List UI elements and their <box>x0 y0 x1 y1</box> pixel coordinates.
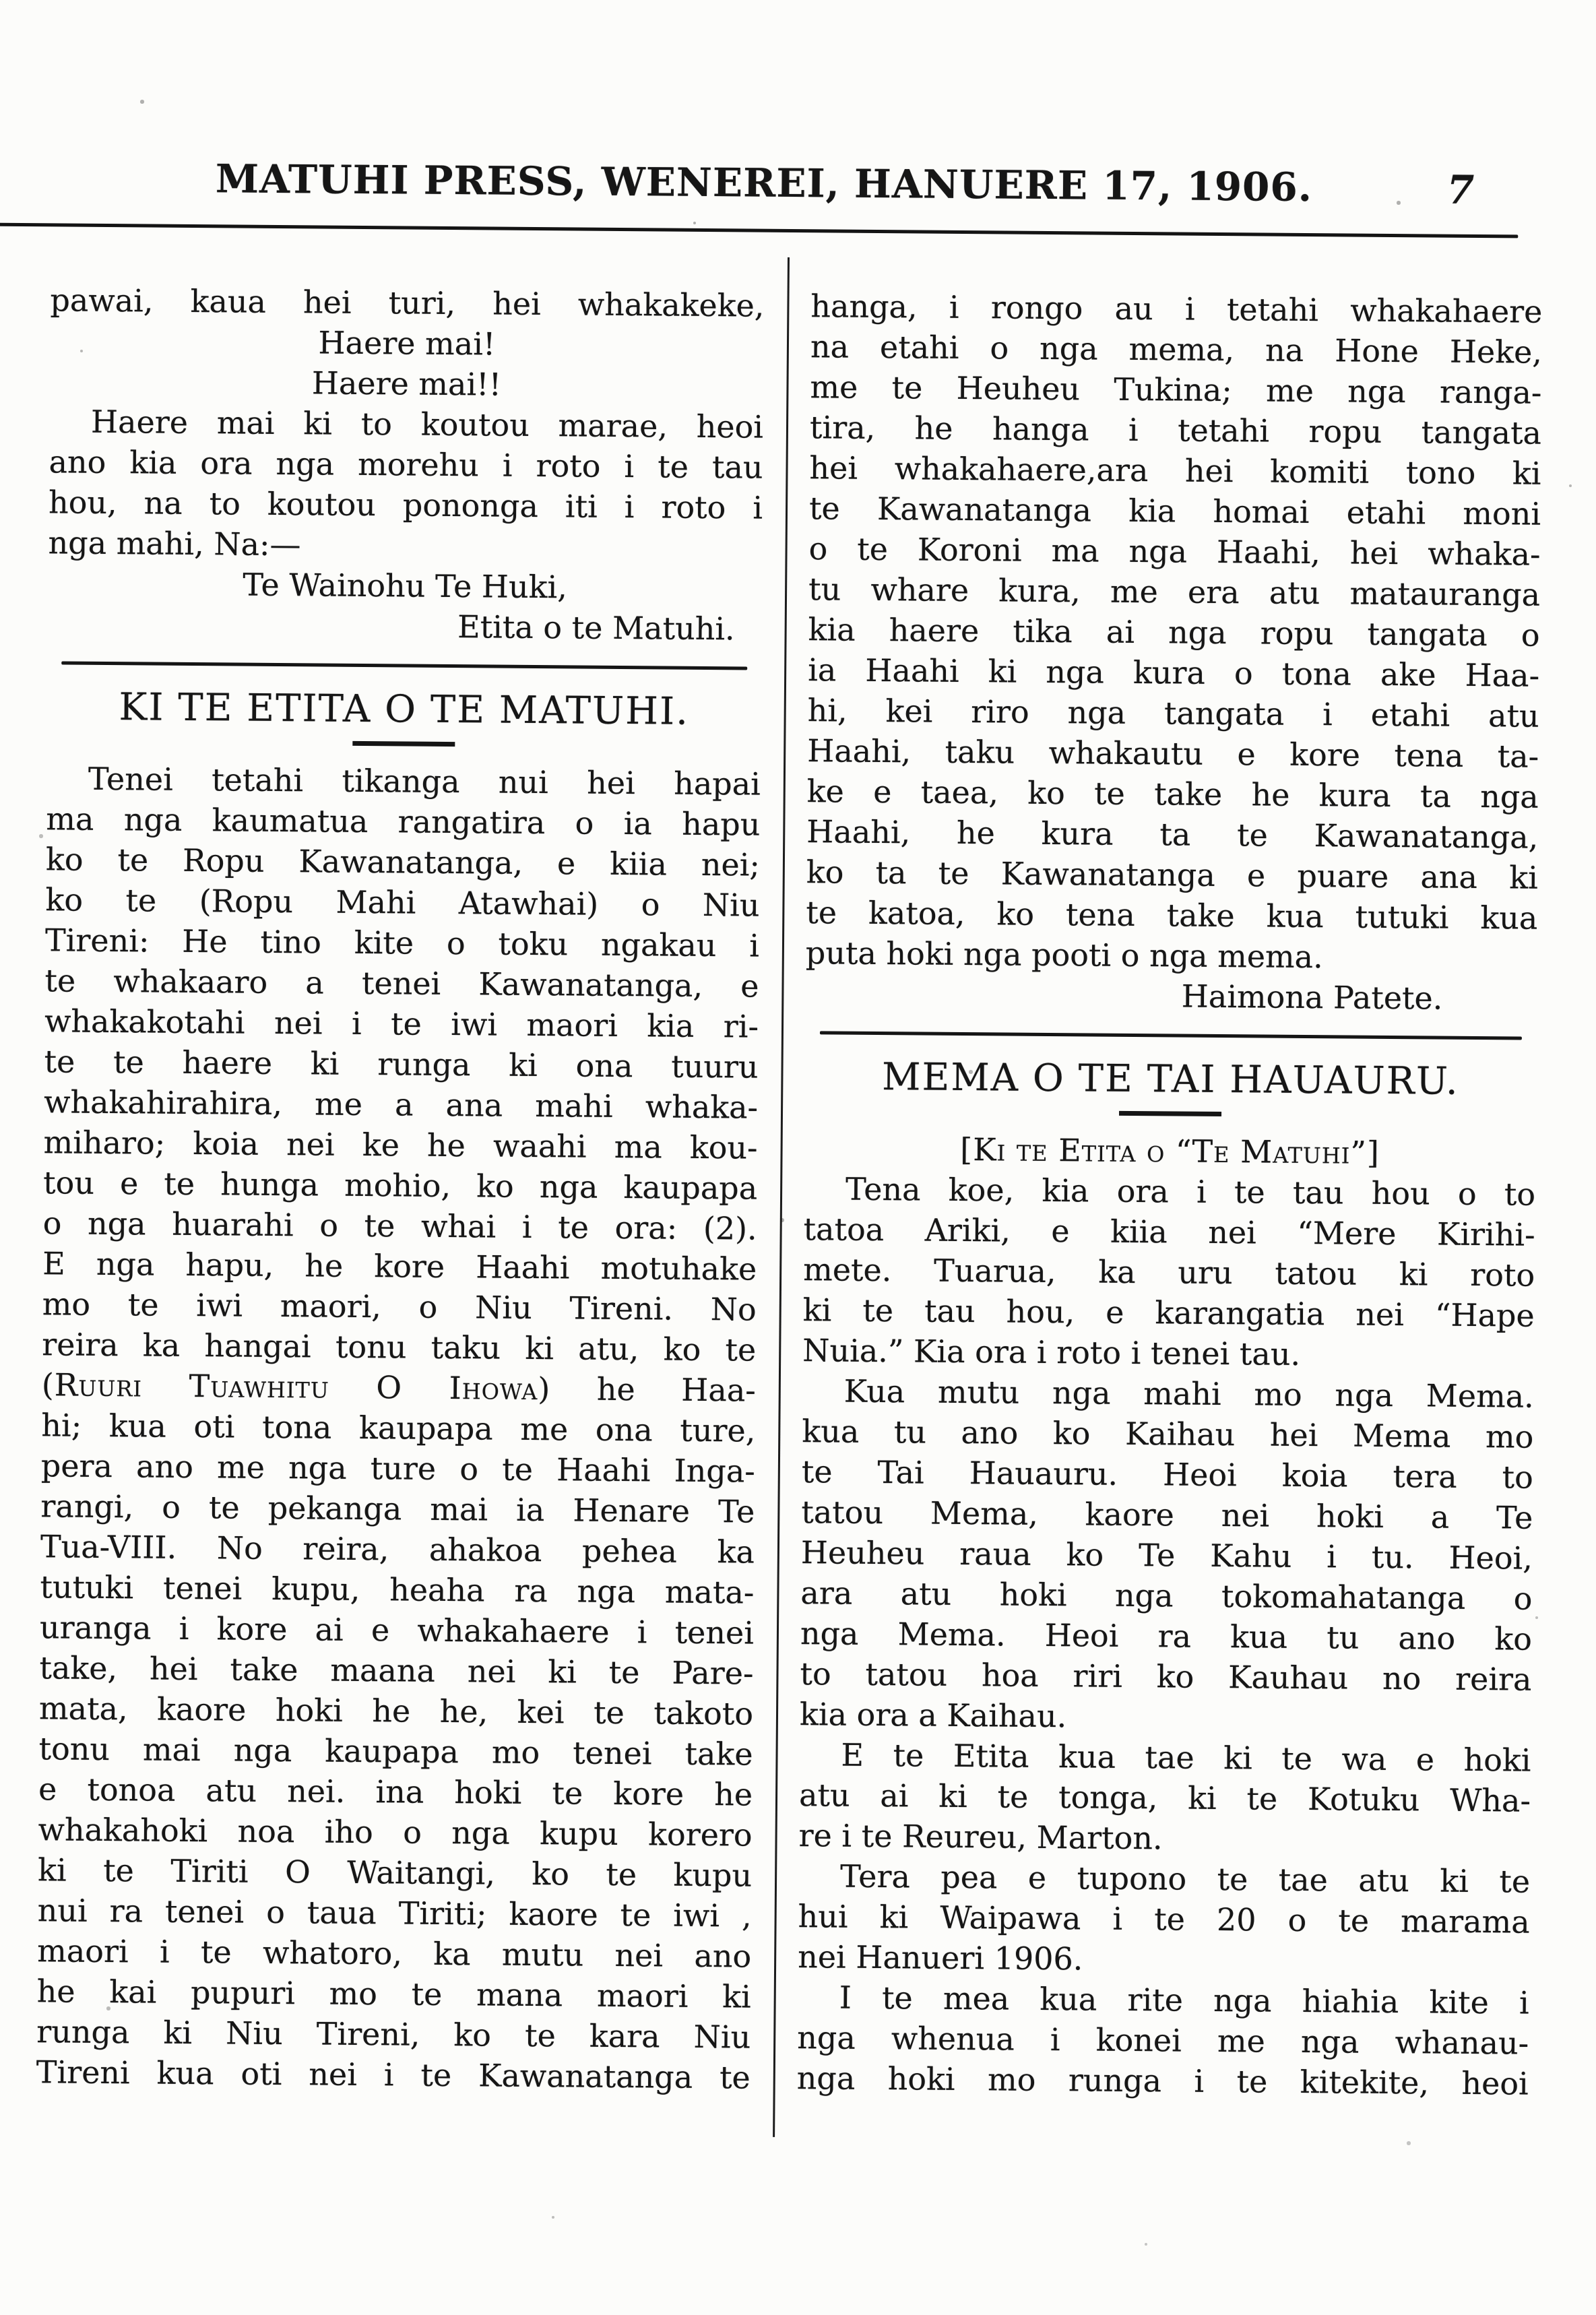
text-line <box>802 1290 1534 1336</box>
text-segment: te katoa, ko tena take kua tutuki kua <box>806 894 1538 937</box>
text-segment: Tua-VIII. No reira, ahakoa pehea ka <box>40 1528 755 1571</box>
text-line <box>804 1128 1535 1174</box>
text-line <box>808 569 1540 615</box>
text-segment: mete. Tuarua, ka uru tatou ki roto <box>802 1251 1535 1294</box>
text-line <box>49 401 763 447</box>
text-segment: maori i te whatoro, ka mutu nei ano <box>37 1932 752 1975</box>
text-segment: to tatou hoa riri ko Kauhau no reira <box>800 1655 1532 1698</box>
text-segment: Heuheu raua ko Te Kahu i tu. Heoi, <box>800 1534 1533 1577</box>
text-segment: Haahi, taku whakautu e kore tena ta- <box>807 732 1539 775</box>
text-line <box>798 1856 1530 1902</box>
small-caps-text: (Ruuri Tuawhitu O Ihowa) <box>41 1366 551 1407</box>
text-segment: ki te Tiriti O Waitangi, ko te kupu <box>37 1851 753 1894</box>
text-line <box>43 1122 757 1168</box>
text-segment: nga whenua i konei me nga whanau- <box>797 2019 1529 2062</box>
text-segment: ia Haahi ki nga kura o tona ake Haa- <box>807 652 1540 694</box>
text-line <box>807 771 1539 817</box>
text-line <box>808 609 1539 656</box>
section-heading: KI TE ETITA O TE MATUHI. <box>119 685 690 734</box>
text-segment: o nga huarahi o te whai i te ora: (2). <box>42 1205 757 1247</box>
text-line <box>802 1330 1534 1376</box>
text-segment: Haimona Patete. <box>1181 978 1443 1017</box>
text-line <box>800 1694 1531 1740</box>
text-segment: Haere mai!! <box>311 364 502 403</box>
text-line <box>803 1209 1535 1255</box>
text-segment: ki te tau hou, e karangatia nei “Hape <box>802 1292 1535 1334</box>
text-line <box>799 1775 1531 1821</box>
text-segment: tu whare kura, me era atu matauranga <box>808 571 1541 613</box>
text-line <box>43 1162 757 1208</box>
text-line <box>37 1890 751 1936</box>
text-segment: rangi, o te pekanga mai ia Henare Te <box>40 1488 755 1530</box>
text-line <box>49 441 763 487</box>
text-line <box>804 1168 1535 1215</box>
text-segment: ke e taea, ko te take he kura ta nga <box>806 773 1539 815</box>
text-segment: hou, na to koutou pononga iti i roto i <box>48 484 763 526</box>
text-segment: tutuki tenei kupu, heaha ra nga mata- <box>40 1568 755 1611</box>
text-segment: Tena koe, kia ora i te tau hou o to <box>845 1170 1536 1213</box>
text-line <box>39 1688 753 1734</box>
text-segment: nga Mema. Heoi ra kua tu ano ko <box>800 1615 1533 1657</box>
text-segment: tonu mai nga kaupapa mo tenei take <box>38 1730 753 1773</box>
text-segment: Tireni: He tino kite o toku ngakau i <box>44 922 760 964</box>
text-segment: Tenei tetahi tikanga nui hei hapai <box>88 760 761 802</box>
text-segment: Tera pea e tupono te tae atu ki te <box>839 1858 1531 1900</box>
text-segment: Te Wainohu Te Huki, <box>243 566 568 606</box>
text-line <box>50 280 764 325</box>
text-line <box>806 811 1538 858</box>
text-line <box>46 798 760 844</box>
text-line <box>49 482 763 528</box>
section-divider <box>352 741 455 747</box>
text-line <box>806 892 1537 939</box>
text-segment: ko te Ropu Kawanatanga, e kiia nei; <box>45 841 761 883</box>
text-segment: ma nga kaumatua rangatira o ia hapu <box>46 800 761 843</box>
text-line <box>806 932 1537 979</box>
text-segment: nui ra tenei o taua Tiriti; kaore te iwi , <box>37 1892 752 1934</box>
text-segment: hei whakahaere,ara hei komiti tono ki <box>809 449 1541 492</box>
text-segment: Tireni kua oti nei i te Kawanatanga te <box>36 2054 751 2096</box>
text-line <box>40 1607 754 1653</box>
text-line <box>809 488 1541 534</box>
text-line <box>805 973 1537 1019</box>
text-segment: na etahi o nga mema, na Hone Heke, <box>810 328 1543 371</box>
text-segment: me te Heuheu Tukina; me nga ranga- <box>810 369 1542 411</box>
text-line <box>801 1492 1533 1538</box>
text-line <box>44 1001 759 1046</box>
text-segment: runga ki Niu Tireni, ko te kara Niu <box>36 2013 751 2056</box>
text-segment: E nga hapu, he kore Haahi motuhake <box>42 1245 757 1288</box>
text-line <box>797 2058 1529 2104</box>
text-segment: hanga, i rongo au i tetahi whakahaere <box>810 288 1543 330</box>
text-line <box>49 360 763 406</box>
text-segment: te whakaaro a tenei Kawanatanga, e <box>44 962 759 1005</box>
text-segment: hui ki Waipawa i te 20 o te marama <box>798 1898 1530 1940</box>
text-segment: ko ta te Kawanatanga e puare ana ki <box>806 854 1539 896</box>
text-line <box>800 1573 1532 1619</box>
text-line <box>42 1283 757 1329</box>
text-segment: kia haere tika ai nga ropu tangata o <box>808 611 1540 654</box>
text-line <box>46 758 761 804</box>
text-line <box>48 522 762 568</box>
text-line <box>798 1815 1530 1862</box>
text-segment: E te Etita kua tae ki te wa e hoki <box>841 1736 1531 1779</box>
text-segment: tatoa Ariki, e kiia nei “Mere Kirihi- <box>803 1211 1535 1253</box>
text-line <box>44 1081 758 1127</box>
text-line <box>36 2052 751 2097</box>
text-line <box>37 1930 751 1976</box>
text-line <box>807 730 1539 777</box>
text-line <box>798 1896 1529 1942</box>
text-line <box>37 1971 751 2017</box>
text-line <box>47 603 761 649</box>
text-segment: Kua mutu nga mahi mo nga Mema. <box>843 1372 1534 1415</box>
text-segment: o te Koroni ma nga Haahi, hei whaka- <box>808 530 1541 573</box>
text-segment: mata, kaore hoki he he, kei te takoto <box>38 1690 754 1732</box>
text-line <box>39 1647 753 1693</box>
text-line <box>797 2017 1529 2064</box>
header-rule <box>0 223 1518 239</box>
text-segment: whakahoki noa iho o nga kupu korero <box>38 1811 753 1853</box>
text-line <box>40 1566 754 1612</box>
text-line <box>806 852 1538 898</box>
text-line <box>42 1364 756 1410</box>
text-line <box>38 1769 753 1814</box>
text-segment: tatou Mema, kaore nei hoki a Te <box>801 1494 1533 1536</box>
text-line <box>809 447 1541 494</box>
text-line <box>801 1532 1533 1579</box>
text-line <box>810 326 1542 373</box>
text-segment: mo te iwi maori, o Niu Tireni. No <box>42 1286 757 1328</box>
text-segment: he kai pupuri mo te mana maori ki <box>36 1973 751 2015</box>
text-line <box>42 1324 756 1370</box>
text-line <box>802 1370 1534 1417</box>
text-line <box>50 320 764 366</box>
text-line <box>800 1653 1531 1700</box>
text-segment: Etita o te Matuhi. <box>457 608 735 647</box>
text-line <box>38 1849 752 1895</box>
text-segment: miharo; koia nei ke he waahi ma kou- <box>43 1124 758 1166</box>
text-line <box>40 1526 755 1572</box>
text-segment: tou e te hunga mohio, ko nga kaupapa <box>42 1164 758 1207</box>
text-line <box>798 1936 1529 1983</box>
text-segment: ara atu hoki nga tokomahatanga o <box>800 1575 1533 1617</box>
text-segment: Haere mai ki to koutou marae, heoi <box>90 403 764 445</box>
text-line <box>45 879 759 925</box>
text-line <box>44 960 759 1006</box>
text-line <box>36 2011 751 2057</box>
text-segment: te te haere ki runga ki ona tuuru <box>44 1043 759 1085</box>
text-line <box>42 1243 757 1289</box>
text-segment: nga hoki mo runga i te kitekite, heoi <box>796 2060 1529 2102</box>
text-segment: Haere mai! <box>318 324 496 362</box>
text-line <box>38 1809 752 1855</box>
text-segment: tira, he hanga i tetahi ropu tangata <box>809 409 1542 451</box>
text-line <box>41 1405 755 1451</box>
text-segment: ko te (Ropu Mahi Atawhai) o Niu <box>45 881 760 924</box>
text-segment: uranga i kore ai e whakahaere i tenei <box>39 1609 755 1651</box>
text-segment: atu ai ki te tonga, ki te Kotuku Wha- <box>798 1777 1531 1819</box>
text-line <box>810 407 1541 453</box>
text-segment: ano kia ora nga morehu i roto i te tau <box>49 443 763 486</box>
text-segment: whakakotahi nei i te iwi maori kia ri- <box>44 1003 759 1045</box>
text-segment: I te mea kua rite nga hiahia kite i <box>839 1979 1529 2021</box>
text-segment: te Kawanatanga kia homai etahi moni <box>808 490 1541 532</box>
text-line <box>802 1451 1533 1498</box>
text-line <box>48 563 762 608</box>
column-divider <box>773 257 790 2137</box>
section-divider <box>1119 1111 1221 1116</box>
text-line <box>800 1613 1532 1659</box>
section-divider <box>820 1031 1523 1040</box>
text-segment: pera ano me nga ture o te Haahi Inga- <box>40 1447 756 1490</box>
right-column <box>797 286 1543 2103</box>
text-segment: nga mahi, Na:— <box>48 524 301 563</box>
text-line <box>44 1041 758 1087</box>
text-segment: puta hoki nga pooti o nga mema. <box>805 934 1323 976</box>
masthead-title: MATUHI PRESS, WENEREI, HANUERE 17, 1906. <box>215 156 1313 211</box>
text-segment: re i te Reureu, Marton. <box>798 1817 1163 1857</box>
text-line <box>802 1411 1533 1457</box>
text-line <box>46 839 760 885</box>
text-segment: reira ka hangai tonu taku ki atu, ko te <box>42 1326 757 1368</box>
page-number: 7 <box>1446 166 1475 213</box>
text-line <box>45 920 759 965</box>
text-line <box>40 1486 755 1531</box>
text-segment: Nuia.” Kia ora i roto i tenei tau. <box>802 1332 1301 1372</box>
section-heading: MEMA O TE TAI HAUAURU. <box>881 1055 1459 1104</box>
text-line <box>797 1977 1529 2023</box>
text-line <box>810 367 1541 413</box>
text-segment: te Tai Hauauru. Heoi koia tera to <box>801 1453 1534 1496</box>
text-segment: Haahi, he kura ta te Kawanatanga, <box>806 813 1539 856</box>
left-column <box>36 280 765 2097</box>
text-line <box>808 528 1540 575</box>
text-line <box>803 1249 1535 1296</box>
text-segment: take, hei take maana nei ki te Pare- <box>39 1649 754 1692</box>
text-line <box>799 1734 1531 1781</box>
text-segment: kua tu ano ko Kaihau hei Mema mo <box>802 1413 1534 1455</box>
section-divider <box>61 661 747 670</box>
text-segment: pawai, kaua hei turi, hei whakakeke, <box>50 282 765 324</box>
text-line <box>810 286 1542 332</box>
text-segment: nei Hanueri 1906. <box>797 1938 1083 1977</box>
text-segment: whakahirahira, me a ana mahi whaka- <box>43 1083 759 1126</box>
text-segment: e tonoa atu nei. ina hoki te kore he <box>38 1771 753 1813</box>
text-line <box>42 1203 757 1248</box>
text-line <box>38 1728 753 1774</box>
text-segment: he Haa- <box>550 1370 757 1409</box>
text-segment: hi; kua oti tona kaupapa me ona ture, <box>41 1407 756 1449</box>
text-segment: kia ora a Kaihau. <box>799 1696 1067 1735</box>
text-line <box>41 1445 755 1491</box>
text-segment: hi, kei riro nga tangata i etahi atu <box>807 692 1539 734</box>
text-line <box>808 649 1539 696</box>
text-line <box>807 690 1539 736</box>
small-caps-text: [Ki te Etita o “Te Matuhi”] <box>960 1131 1380 1171</box>
